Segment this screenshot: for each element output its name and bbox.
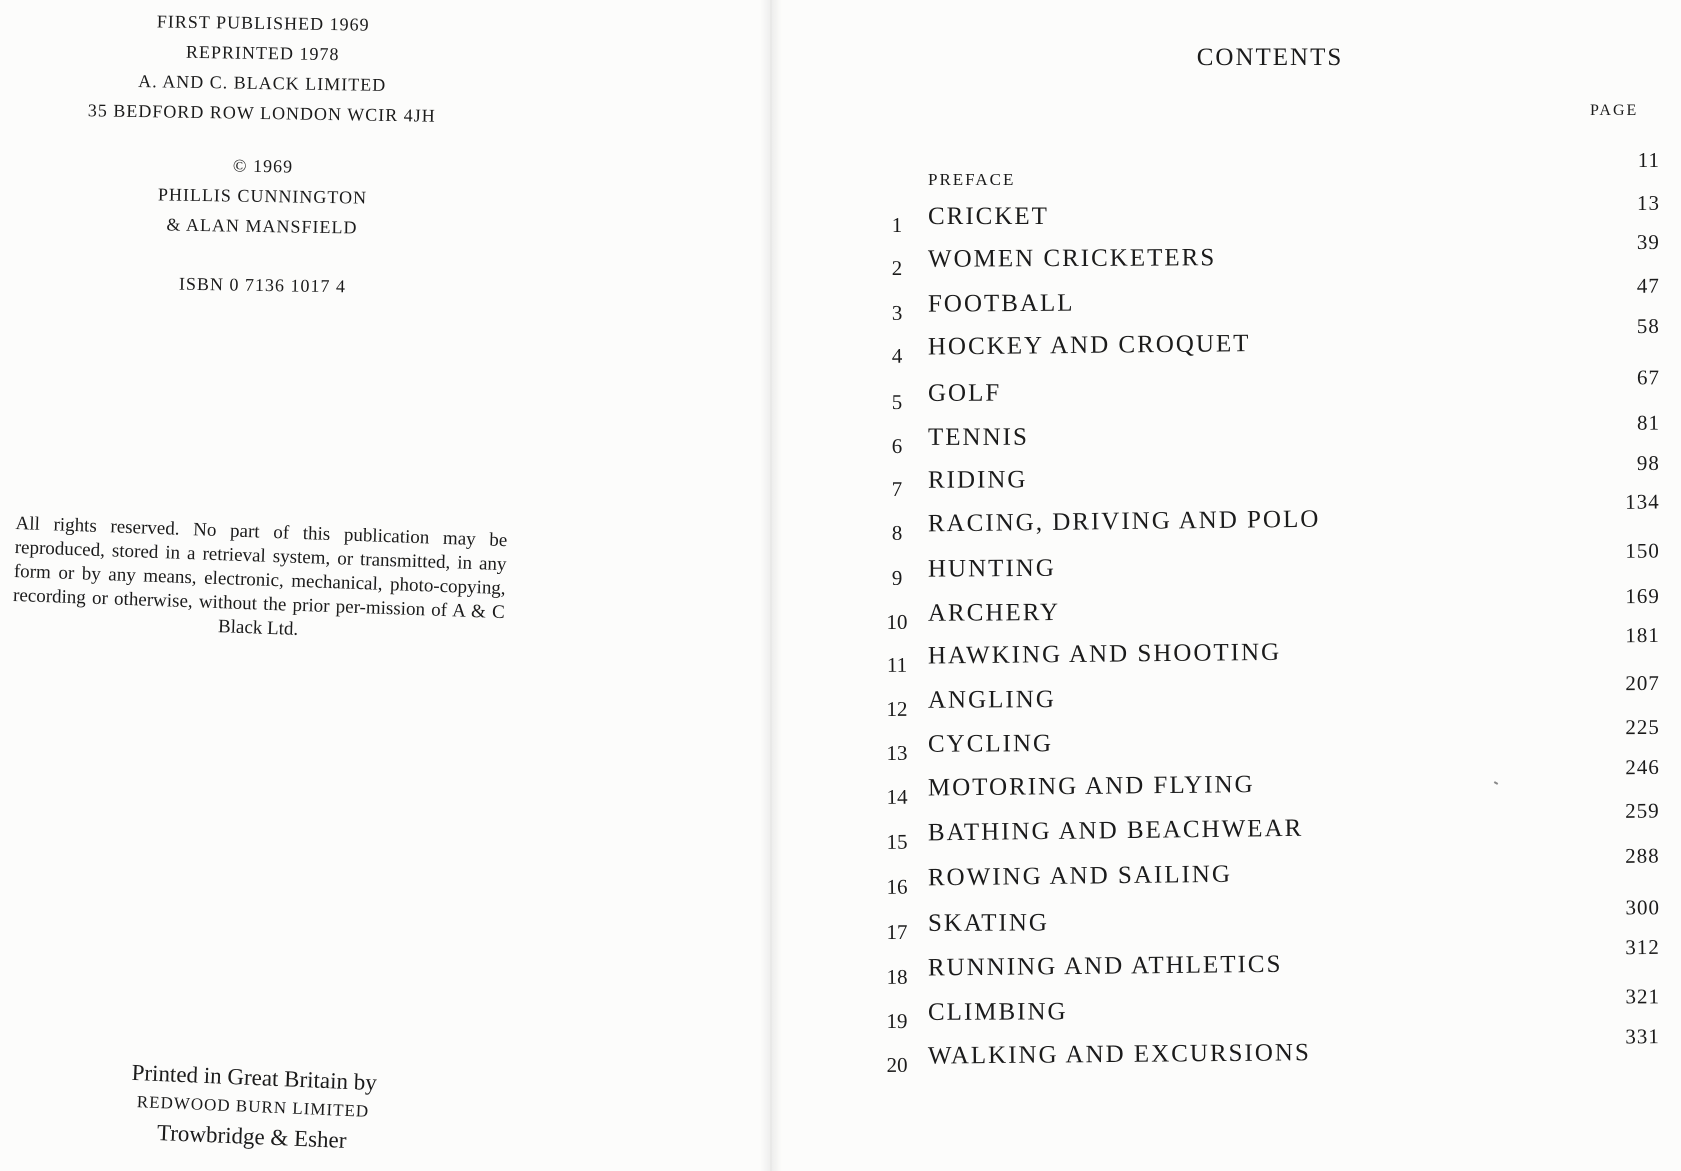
toc-chapter-number: 18 [886,964,908,989]
toc-row [880,273,1670,331]
toc-chapter-title: ROWING AND SAILING [927,860,1233,892]
toc-chapter-title: TENNIS [927,423,1029,451]
toc-page-number: 300 [1625,895,1660,920]
toc-chapter-number: 8 [891,520,903,545]
toc-page-number: 207 [1625,670,1660,696]
toc-chapter-number: 20 [886,1052,908,1077]
first-published-line: FIRST PUBLISHED 1969 [156,11,370,35]
publisher-address-line: 35 BEDFORD ROW LONDON WCIR 4JH [87,100,436,126]
toc-row [880,1024,1670,1083]
printer-location: Trowbridge & Esher [156,1120,347,1153]
toc-chapter-title: BATHING AND BEACHWEAR [927,814,1304,847]
toc-row [880,714,1670,771]
toc-chapter-number: 3 [891,300,903,325]
toc-row [880,313,1670,374]
toc-chapter-number: 4 [891,343,903,368]
toc-chapter-title: CLIMBING [927,998,1068,1026]
toc-row [880,538,1670,596]
toc-chapter-number: 14 [886,784,908,809]
toc-row [880,798,1670,860]
toc-chapter-title: CRICKET [928,203,1049,230]
toc-page-number: 288 [1625,843,1660,868]
toc-chapter-title: HAWKING AND SHOOTING [927,638,1282,670]
toc-chapter-title: HUNTING [927,554,1056,583]
toc-page-number: 39 [1636,229,1660,255]
page-column-header: PAGE [1590,102,1639,119]
toc-chapter-number: 12 [886,696,908,721]
author-2: & ALAN MANSFIELD [166,214,358,238]
toc-page-number: 225 [1625,714,1660,740]
toc-chapter-number: 13 [886,740,908,765]
toc-page-number: 13 [1637,191,1660,215]
toc-page-number: 150 [1625,538,1660,563]
toc-page-number: 321 [1625,984,1660,1009]
copyright-year: © 1969 [232,155,294,177]
toc-chapter-title: HOCKEY AND CROQUET [927,330,1251,361]
toc-chapter-title: ARCHERY [927,599,1061,627]
toc-chapter-title: RIDING [927,466,1028,494]
toc-page-number: 81 [1636,410,1660,435]
isbn-text: ISBN 0 7136 1017 4 [178,273,347,297]
toc-chapter-number: 1 [891,213,903,237]
toc-chapter-number: 15 [886,829,908,854]
toc-page-number: 246 [1625,754,1660,780]
toc-page-number: 259 [1625,798,1660,823]
publisher-line: A. AND C. BLACK LIMITED [138,71,387,95]
toc-row [880,895,1670,950]
contents-title: CONTENTS [1196,44,1344,71]
toc-page-number: 169 [1625,583,1660,609]
toc-row [880,191,1670,243]
toc-page-number: 98 [1636,450,1660,476]
toc-page-number: 11 [1637,148,1660,172]
toc-row [880,365,1670,420]
toc-page-number: 134 [1625,489,1660,514]
toc-chapter-title: CYCLING [927,730,1054,758]
toc-chapter-title: MOTORING AND FLYING [927,771,1255,802]
toc-chapter-title: WOMEN CRICKETERS [927,244,1217,273]
toc-row [880,622,1670,683]
toc-chapter-number: 2 [891,255,903,280]
toc-chapter-number: 10 [886,609,908,634]
toc-row [880,984,1670,1039]
toc-chapter-number: 6 [891,433,903,458]
rights-notice: All rights reserved. No part of this publication may be reproduced, stored in a retrieval system, or transmitted, in any form or by any means, electronic, mechanical, photo-copying, recording or otherwise, without the prior per-mission of A & C Black Ltd. [12,512,508,640]
toc-row [880,670,1670,727]
toc-chapter-number: 9 [891,565,903,590]
toc-chapter-title: SKATING [927,909,1049,937]
toc-page-number: 58 [1636,313,1660,339]
author-1: PHILLIS CUNNINGTON [157,184,368,208]
printer-name: REDWOOD BURN LIMITED [136,1092,370,1121]
toc-preface-title: PREFACE [928,170,1016,189]
toc-row [880,754,1670,815]
toc-row [880,410,1670,464]
toc-chapter-number: 19 [886,1008,908,1033]
toc-chapter-title: WALKING AND EXCURSIONS [927,1039,1311,1070]
toc-page-number: 312 [1625,934,1660,960]
toc-row [880,934,1670,995]
toc-preface-row [880,148,1670,200]
toc-row [880,450,1670,507]
printer-line-1: Printed in Great Britain by [131,1059,378,1096]
toc-chapter-title: FOOTBALL [927,289,1075,318]
toc-row [880,229,1670,286]
toc-chapter-title: RACING, DRIVING AND POLO [927,505,1321,538]
toc-row [880,489,1670,551]
toc-chapter-number: 7 [891,476,903,501]
toc-chapter-title: GOLF [927,379,1002,407]
reprinted-line: REPRINTED 1978 [185,41,340,65]
toc-page-number: 67 [1636,365,1660,390]
toc-row [880,843,1670,905]
toc-chapter-number: 17 [886,919,908,944]
toc-chapter-title: ANGLING [927,686,1056,714]
toc-page-number: 47 [1636,273,1660,298]
toc-chapter-number: 5 [891,389,903,414]
toc-chapter-number: 16 [886,874,908,899]
toc-row [880,583,1670,640]
toc-page-number: 331 [1625,1024,1660,1049]
toc-page-number: 181 [1625,622,1660,648]
toc-chapter-title: RUNNING AND ATHLETICS [927,950,1283,982]
toc-chapter-number: 11 [886,652,908,677]
